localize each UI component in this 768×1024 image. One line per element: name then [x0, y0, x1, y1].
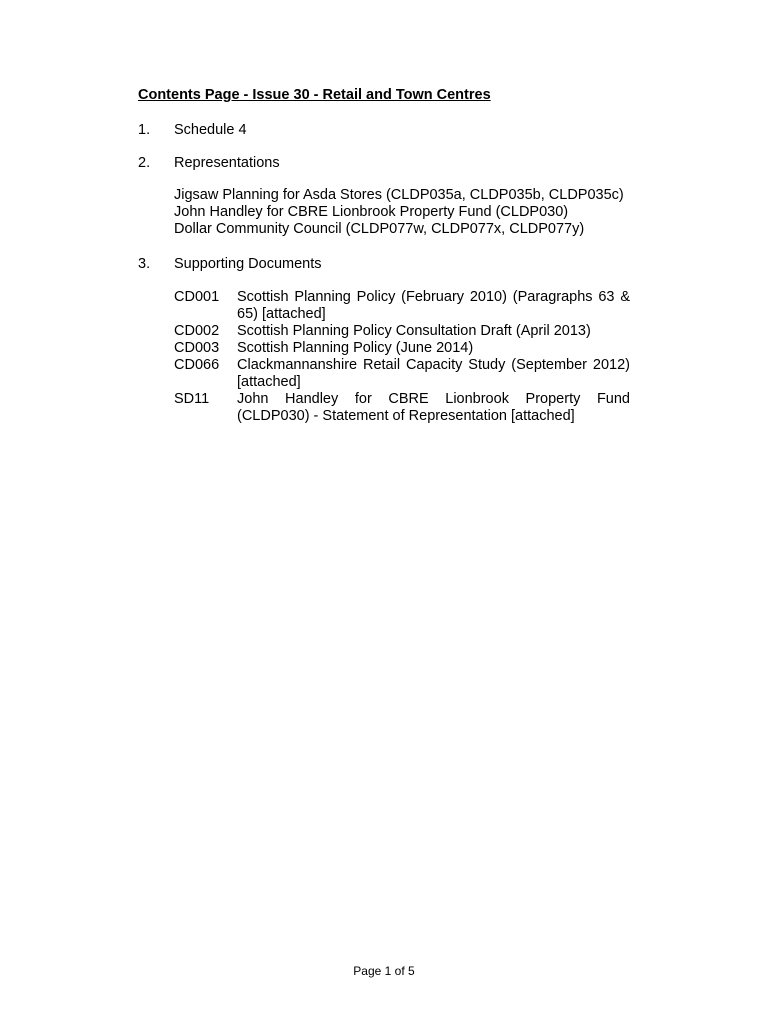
representation-item: John Handley for CBRE Lionbrook Property Fund (CLDP030): [174, 204, 569, 220]
section-number: 3.: [138, 256, 151, 272]
section-heading: Supporting Documents: [174, 256, 322, 272]
document-description: Scottish Planning Policy Consultation Draft (April 2013): [237, 323, 591, 339]
section-representations: [138, 155, 280, 172]
document-description: Scottish Planning Policy (February 2010) (Paragraphs 63 & 65) [attached]: [237, 289, 630, 322]
document-row: [174, 340, 630, 357]
section-number: 1.: [138, 122, 151, 138]
section-schedule-4: [138, 122, 247, 139]
document-row: [174, 323, 630, 340]
document-row: [174, 289, 630, 323]
section-heading: Representations: [174, 155, 280, 171]
document-row: [174, 391, 630, 425]
representations-list: [174, 187, 624, 238]
document-code: CD002: [174, 323, 220, 339]
section-supporting-documents: [138, 256, 322, 273]
document-description: John Handley for CBRE Lionbrook Property Fund (CLDP030) - Statement of Representation [attached]: [237, 391, 630, 424]
representation-item: Jigsaw Planning for Asda Stores (CLDP035a, CLDP035b, CLDP035c): [174, 187, 624, 203]
section-heading: Schedule 4: [174, 122, 247, 138]
section-number: 2.: [138, 155, 151, 171]
document-code: CD066: [174, 357, 220, 373]
page-number-footer: Page 1 of 5: [353, 964, 415, 978]
representation-item: Dollar Community Council (CLDP077w, CLDP077x, CLDP077y): [174, 221, 585, 237]
document-description: Scottish Planning Policy (June 2014): [237, 340, 474, 356]
page-title: Contents Page - Issue 30 - Retail and Town Centres: [138, 87, 491, 103]
supporting-documents-list: [174, 289, 630, 425]
document-code: CD003: [174, 340, 220, 356]
document-row: [174, 357, 630, 391]
document-code: CD001: [174, 289, 220, 305]
document-description: Clackmannanshire Retail Capacity Study (September 2012) [attached]: [237, 357, 630, 390]
document-code: SD11: [174, 391, 210, 407]
